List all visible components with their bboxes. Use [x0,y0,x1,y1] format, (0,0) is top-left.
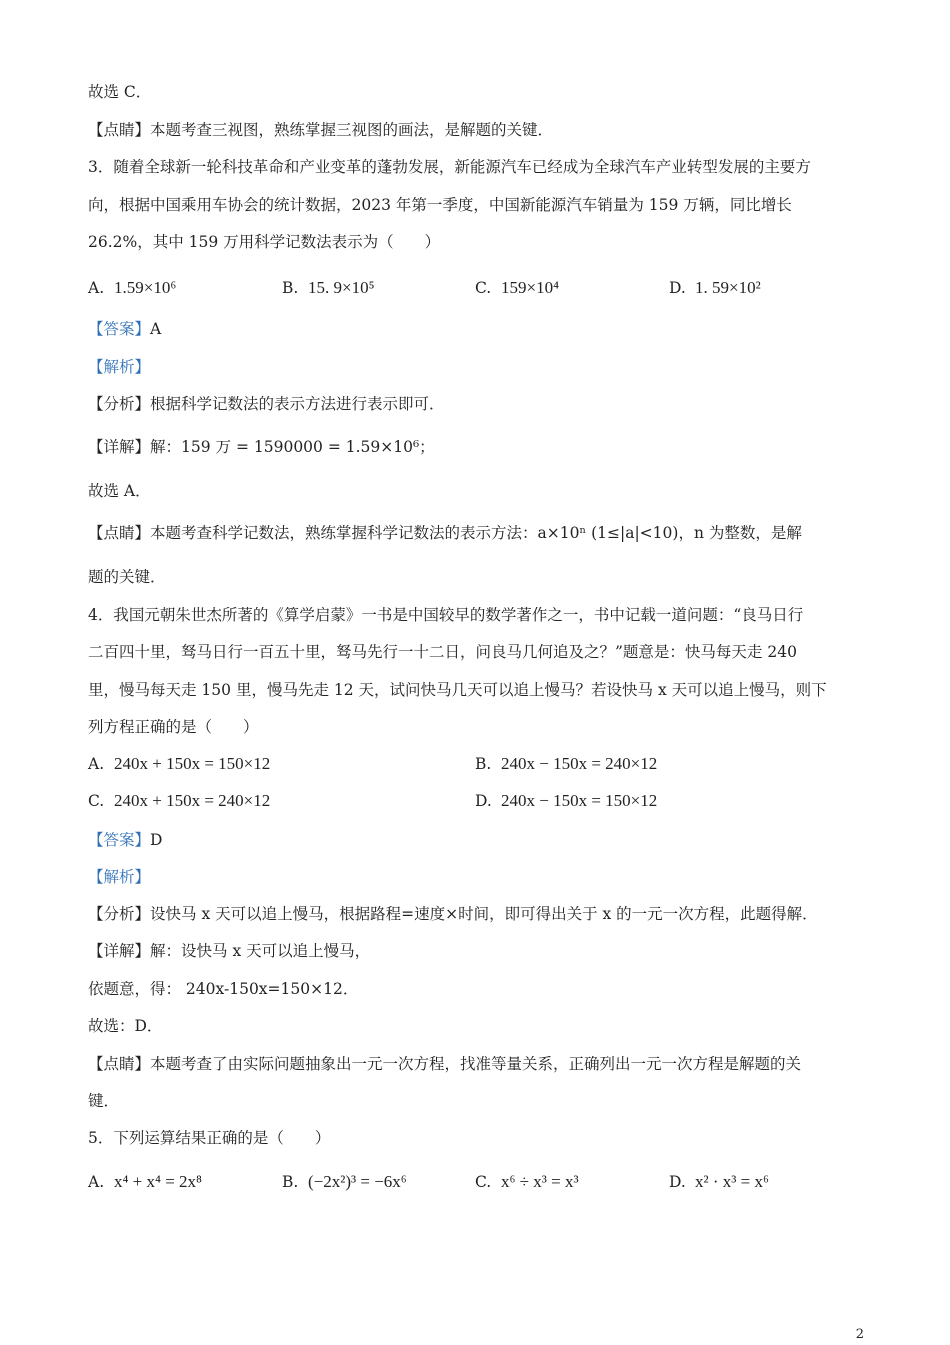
comment-line [88,120,553,140]
answer-tag: 【答案】 [88,831,151,849]
analysis-text: 设快马 x 天可以追上慢马，根据路程=速度×时间，即可得出关于 x 的一元一次方程，此题得解． [150,905,818,923]
page-number: 2 [855,1327,864,1342]
q3-stem-line-2: 向，根据中国乘用车协会的统计数据，2023 年第一季度，中国新能源汽车销量为 159 万辆，同比增长 [88,196,792,214]
q3-analysis-line [88,394,445,414]
q4-equation-line: 依题意，得： 240x-150x=150×12． [88,980,359,998]
comment-tag: 【点睛】 [88,121,151,139]
q3-option-a [88,276,176,300]
q4-conclusion: 故选：D． [88,1017,163,1035]
detail-tag: 【详解】 [88,438,151,456]
q4-option-c [88,789,270,813]
q4-stem-line-4: 列方程正确的是（ ） [88,718,259,736]
q5-stem-line-1: 5．下列运算结果正确的是（ ） [88,1129,331,1147]
q4-comment-line-2: 键． [88,1092,120,1110]
detail-text: 解：设快马 x 天可以追上慢马， [150,942,371,960]
q5-option-a [88,1170,202,1194]
answer-value: A [150,320,162,338]
comment-text: 本题考查科学记数法，熟练掌握科学记数法的表示方法：a×10ⁿ (1≤|a|<10)，n 为整数，是解 [150,524,802,542]
q4-option-d [475,789,657,813]
q4-option-b [475,752,657,776]
comment-tag: 【点睛】 [88,1055,151,1073]
option-text: x⁴ + x⁴ = 2x⁸ [114,1172,202,1191]
comment-text: 本题考查了由实际问题抽象出一元一次方程，找准等量关系，正确列出一元一次方程是解题的关 [150,1055,802,1073]
analysis-text: 根据科学记数法的表示方法进行表示即可． [150,395,445,413]
comment-text: 本题考查三视图，熟练掌握三视图的画法，是解题的关键． [150,121,554,139]
q4-stem-line-2: 二百四十里，驽马日行一百五十里，驽马先行一十二日，问良马几何追及之？”题意是：快马每天走 240 [88,643,797,661]
q5-option-c [475,1170,579,1194]
option-label: B. [282,1173,299,1191]
q3-stem-line-3: 26.2%，其中 159 万用科学记数法表示为（ ） [88,233,441,251]
option-text: 240x + 150x = 150×12 [114,754,271,773]
analysis-tag: 【分析】 [88,905,151,923]
option-label: C. [88,792,105,810]
comment-tag: 【点睛】 [88,524,151,542]
option-label: A. [88,755,105,773]
answer-value: D [150,831,163,849]
q4-stem-line-1: 4．我国元朝朱世杰所著的《算学启蒙》一书是中国较早的数学著作之一，书中记载一道问题：“良马日行 [88,606,804,624]
q3-comment-line-2: 题的关键． [88,568,166,586]
q4-option-a [88,752,270,776]
option-text: 240x − 150x = 150×12 [501,791,658,810]
q5-option-b [282,1170,407,1194]
q4-answer-line [88,830,162,850]
conclusion-line: 故选 C． [88,83,152,101]
option-label: C. [475,1173,492,1191]
answer-tag: 【答案】 [88,320,151,338]
option-label: A. [88,1173,105,1191]
analysis-tag: 【分析】 [88,395,151,413]
q4-stem-line-3: 里，慢马每天走 150 里，慢马先走 12 天，试问快马几天可以追上慢马？若设快马 x 天可以追上慢马，则下 [88,681,827,699]
option-label: A. [88,279,105,297]
option-text: x² · x³ = x⁶ [695,1172,769,1191]
q3-conclusion: 故选 A． [88,482,151,500]
q3-option-c [475,276,559,300]
q4-analysis-line [88,904,818,924]
detail-tag: 【详解】 [88,942,151,960]
option-text: 15. 9×10⁵ [308,278,375,297]
q3-option-b [282,276,375,300]
option-text: 1.59×10⁶ [114,278,177,297]
q3-answer-line [88,319,161,339]
q4-comment-line-1 [88,1054,801,1074]
option-label: C. [475,279,492,297]
q5-option-d [669,1170,769,1194]
option-text: 1. 59×10² [695,278,761,297]
option-label: B. [282,279,299,297]
q3-comment-line-1 [88,523,802,543]
q3-analysis-tag: 【解析】 [88,358,151,376]
detail-text: 解：159 万 = 1590000 = 1.59×10⁶； [150,438,435,456]
option-label: D. [669,1173,686,1191]
option-text: (−2x²)³ = −6x⁶ [308,1172,407,1191]
option-label: B. [475,755,492,773]
option-label: D. [475,792,492,810]
q4-detail-line [88,941,370,961]
q3-detail-line [88,437,435,457]
option-text: 159×10⁴ [501,278,560,297]
option-text: 240x − 150x = 240×12 [501,754,658,773]
q4-analysis-tag: 【解析】 [88,868,151,886]
option-label: D. [669,279,686,297]
option-text: 240x + 150x = 240×12 [114,791,271,810]
q3-option-d [669,276,761,300]
option-text: x⁶ ÷ x³ = x³ [501,1172,579,1191]
q3-stem-line-1: 3．随着全球新一轮科技革命和产业变革的蓬勃发展，新能源汽车已经成为全球汽车产业转型发展的主要方 [88,158,811,176]
